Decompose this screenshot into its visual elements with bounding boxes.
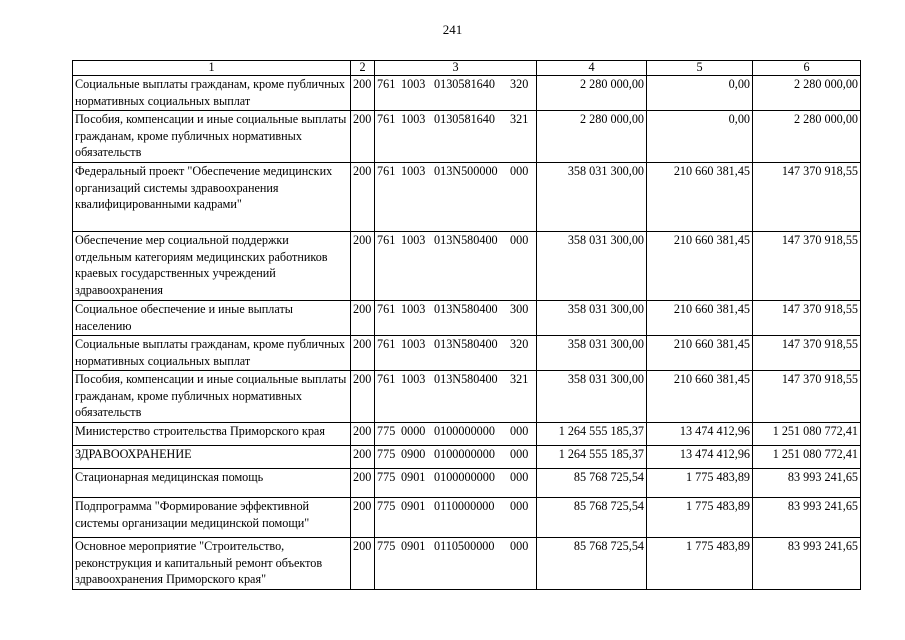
row-budget-code [375, 538, 537, 590]
row-name: Пособия, компенсации и иные социальные выплаты гражданам, кроме публичных нормативных обязательств [73, 371, 351, 423]
code-department: 761 [377, 337, 396, 351]
row-section-code: 200 [351, 371, 375, 423]
row-approved-amount: 85 768 725,54 [537, 469, 647, 498]
code-target: 0130581640 [434, 77, 495, 91]
table-row [73, 301, 861, 336]
code-expense-type: 300 [510, 302, 529, 316]
column-header: 3 [375, 61, 537, 76]
row-remaining-amount: 147 370 918,55 [753, 232, 861, 301]
row-section-code: 200 [351, 336, 375, 371]
row-budget-code [375, 163, 537, 232]
code-section: 1003 [401, 337, 426, 351]
row-approved-amount: 358 031 300,00 [537, 371, 647, 423]
row-approved-amount: 1 264 555 185,37 [537, 423, 647, 446]
row-remaining-amount: 147 370 918,55 [753, 301, 861, 336]
code-expense-type: 000 [510, 424, 529, 438]
row-approved-amount: 1 264 555 185,37 [537, 446, 647, 469]
row-executed-amount: 210 660 381,45 [647, 163, 753, 232]
row-section-code: 200 [351, 423, 375, 446]
code-target: 0100000000 [434, 447, 495, 461]
row-remaining-amount: 83 993 241,65 [753, 469, 861, 498]
row-section-code: 200 [351, 469, 375, 498]
row-remaining-amount: 2 280 000,00 [753, 111, 861, 163]
code-section: 0900 [401, 447, 426, 461]
row-name: Социальные выплаты гражданам, кроме публичных нормативных социальных выплат [73, 336, 351, 371]
row-budget-code [375, 371, 537, 423]
row-approved-amount: 2 280 000,00 [537, 76, 647, 111]
row-name: Подпрограмма "Формирование эффективной системы организации медицинской помощи" [73, 498, 351, 538]
row-approved-amount: 358 031 300,00 [537, 336, 647, 371]
row-budget-code [375, 232, 537, 301]
row-executed-amount: 1 775 483,89 [647, 498, 753, 538]
row-executed-amount: 210 660 381,45 [647, 371, 753, 423]
row-remaining-amount: 147 370 918,55 [753, 336, 861, 371]
code-target: 0100000000 [434, 470, 495, 484]
row-remaining-amount: 147 370 918,55 [753, 371, 861, 423]
row-remaining-amount: 147 370 918,55 [753, 163, 861, 232]
code-department: 775 [377, 499, 396, 513]
row-executed-amount: 210 660 381,45 [647, 232, 753, 301]
row-executed-amount: 210 660 381,45 [647, 301, 753, 336]
code-expense-type: 320 [510, 337, 529, 351]
row-executed-amount: 0,00 [647, 111, 753, 163]
row-remaining-amount: 83 993 241,65 [753, 538, 861, 590]
row-executed-amount: 210 660 381,45 [647, 336, 753, 371]
table-row [73, 336, 861, 371]
code-section: 0901 [401, 470, 426, 484]
code-expense-type: 000 [510, 447, 529, 461]
row-name: Пособия, компенсации и иные социальные выплаты гражданам, кроме публичных нормативных обязательств [73, 111, 351, 163]
row-executed-amount: 13 474 412,96 [647, 446, 753, 469]
table-row [73, 538, 861, 590]
code-department: 761 [377, 372, 396, 386]
row-approved-amount: 85 768 725,54 [537, 498, 647, 538]
code-section: 0000 [401, 424, 426, 438]
code-expense-type: 000 [510, 164, 529, 178]
code-target: 013N580400 [434, 302, 498, 316]
table-row [73, 163, 861, 232]
row-approved-amount: 2 280 000,00 [537, 111, 647, 163]
code-department: 775 [377, 470, 396, 484]
row-remaining-amount: 1 251 080 772,41 [753, 423, 861, 446]
row-section-code: 200 [351, 76, 375, 111]
column-header: 1 [73, 61, 351, 76]
row-executed-amount: 1 775 483,89 [647, 538, 753, 590]
table-row [73, 76, 861, 111]
row-executed-amount: 0,00 [647, 76, 753, 111]
row-name: Социальные выплаты гражданам, кроме публичных нормативных социальных выплат [73, 76, 351, 111]
row-budget-code [375, 498, 537, 538]
header-row [73, 61, 861, 76]
row-remaining-amount: 2 280 000,00 [753, 76, 861, 111]
code-department: 761 [377, 164, 396, 178]
code-target: 0100000000 [434, 424, 495, 438]
code-expense-type: 000 [510, 470, 529, 484]
table-row [73, 498, 861, 538]
row-section-code: 200 [351, 301, 375, 336]
row-budget-code [375, 423, 537, 446]
table-row [73, 371, 861, 423]
code-section: 1003 [401, 233, 426, 247]
column-header: 4 [537, 61, 647, 76]
code-department: 775 [377, 539, 396, 553]
code-section: 1003 [401, 112, 426, 126]
row-approved-amount: 358 031 300,00 [537, 163, 647, 232]
table-row [73, 111, 861, 163]
row-budget-code [375, 301, 537, 336]
code-expense-type: 321 [510, 112, 529, 126]
row-approved-amount: 358 031 300,00 [537, 232, 647, 301]
table-row [73, 232, 861, 301]
row-section-code: 200 [351, 111, 375, 163]
code-department: 761 [377, 77, 396, 91]
row-executed-amount: 13 474 412,96 [647, 423, 753, 446]
code-department: 761 [377, 112, 396, 126]
row-budget-code [375, 446, 537, 469]
row-remaining-amount: 83 993 241,65 [753, 498, 861, 538]
row-budget-code [375, 336, 537, 371]
row-name: ЗДРАВООХРАНЕНИЕ [73, 446, 351, 469]
code-section: 0901 [401, 539, 426, 553]
code-target: 0130581640 [434, 112, 495, 126]
column-header: 5 [647, 61, 753, 76]
code-section: 1003 [401, 372, 426, 386]
code-expense-type: 321 [510, 372, 529, 386]
code-section: 1003 [401, 77, 426, 91]
code-target: 0110000000 [434, 499, 495, 513]
code-target: 013N580400 [434, 233, 498, 247]
code-department: 775 [377, 447, 396, 461]
row-section-code: 200 [351, 498, 375, 538]
code-expense-type: 000 [510, 539, 529, 553]
row-section-code: 200 [351, 232, 375, 301]
row-approved-amount: 358 031 300,00 [537, 301, 647, 336]
row-name: Федеральный проект "Обеспечение медицинских организаций системы здравоохранения квалифицированными кадрами" [73, 163, 351, 232]
code-section: 1003 [401, 164, 426, 178]
budget-table [72, 60, 861, 590]
row-remaining-amount: 1 251 080 772,41 [753, 446, 861, 469]
row-name: Обеспечение мер социальной поддержки отдельным категориям медицинских работников краевых государственных учреждений здравоохранения [73, 232, 351, 301]
code-department: 761 [377, 302, 396, 316]
row-name: Стационарная медицинская помощь [73, 469, 351, 498]
column-header: 6 [753, 61, 861, 76]
row-budget-code [375, 469, 537, 498]
page-number: 241 [442, 22, 463, 37]
row-budget-code [375, 76, 537, 111]
code-target: 013N580400 [434, 372, 498, 386]
code-section: 0901 [401, 499, 426, 513]
row-budget-code [375, 111, 537, 163]
row-approved-amount: 85 768 725,54 [537, 538, 647, 590]
row-section-code: 200 [351, 538, 375, 590]
row-name: Министерство строительства Приморского края [73, 423, 351, 446]
row-section-code: 200 [351, 446, 375, 469]
column-header: 2 [351, 61, 375, 76]
row-name: Социальное обеспечение и иные выплаты населению [73, 301, 351, 336]
table-row [73, 469, 861, 498]
code-target: 013N500000 [434, 164, 498, 178]
code-expense-type: 000 [510, 233, 529, 247]
table-row [73, 446, 861, 469]
code-expense-type: 000 [510, 499, 529, 513]
code-section: 1003 [401, 302, 426, 316]
table-row [73, 423, 861, 446]
code-department: 761 [377, 233, 396, 247]
row-executed-amount: 1 775 483,89 [647, 469, 753, 498]
code-target: 0110500000 [434, 539, 495, 553]
code-expense-type: 320 [510, 77, 529, 91]
code-target: 013N580400 [434, 337, 498, 351]
code-department: 775 [377, 424, 396, 438]
row-section-code: 200 [351, 163, 375, 232]
row-name: Основное мероприятие "Строительство, реконструкция и капитальный ремонт объектов здравоохранения Приморского края" [73, 538, 351, 590]
